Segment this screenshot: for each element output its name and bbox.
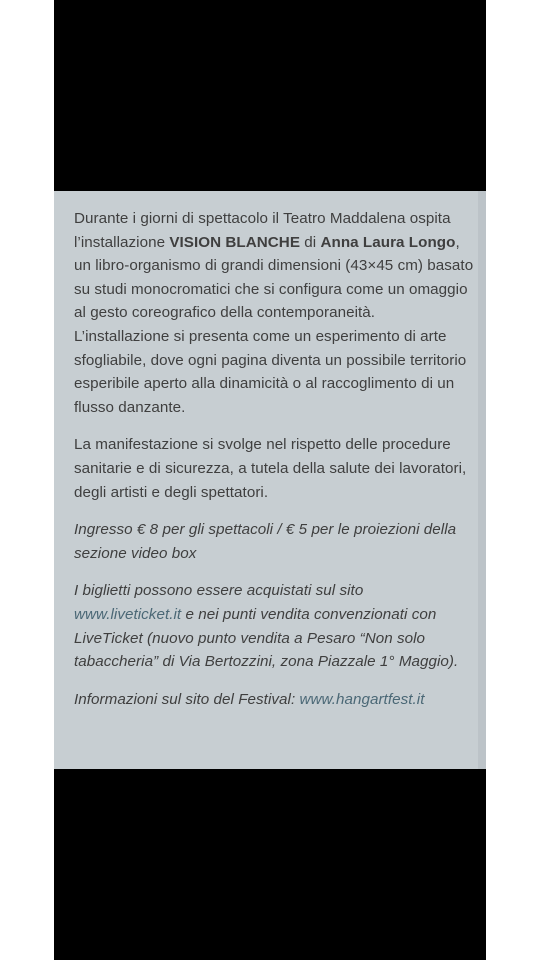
paragraph-prices: Ingresso € 8 per gli spettacoli / € 5 per le proiezioni della sezione video box — [74, 521, 457, 562]
paragraph-tickets — [74, 579, 474, 673]
article-body — [74, 207, 474, 711]
paragraph-safety: La manifestazione si svolge nel rispetto delle procedure sanitarie e di sicurezza, a tutela della salute dei lavoratori, degli artisti e degli spettatori. — [74, 436, 467, 501]
paragraph-info — [74, 688, 474, 712]
festival-link[interactable]: www.hangartfest.it — [299, 690, 425, 708]
panel-edge — [478, 191, 486, 769]
paragraph-text: , un libro-organismo di grandi dimensioni (43×45 cm) basato su studi monocromatici che si configura come un omaggio al gesto coreografico della contemporaneità. L’installazione si presenta come un esperimento di arte sfogliabile, dove ogni pagina diventa un possibile territorio esperibile aperto alla dinamicità o al raccoglimento di un flusso danzante. — [74, 233, 474, 416]
paragraph-text: di — [300, 233, 321, 251]
paragraph-text: I biglietti possono essere acquistati sul sito — [74, 582, 364, 600]
paragraph-installation — [74, 207, 474, 419]
paragraph-text: Informazioni sul sito del Festival: — [74, 690, 300, 708]
paragraph-text: e nei punti vendita convenzionati con LiveTicket (nuovo punto vendita a Pesaro “Non solo tabaccheria” di Via Bertozzini, zona Piazzale 1° Maggio). — [74, 605, 459, 671]
article-panel — [54, 191, 486, 769]
liveticket-link[interactable]: www.liveticket.it — [74, 605, 182, 623]
artist-name: Anna Laura Longo — [320, 233, 456, 251]
paragraph-text: Durante i giorni di spettacolo il Teatro Maddalena ospita l’installazione — [74, 210, 451, 251]
installation-title: VISION BLANCHE — [169, 233, 301, 251]
